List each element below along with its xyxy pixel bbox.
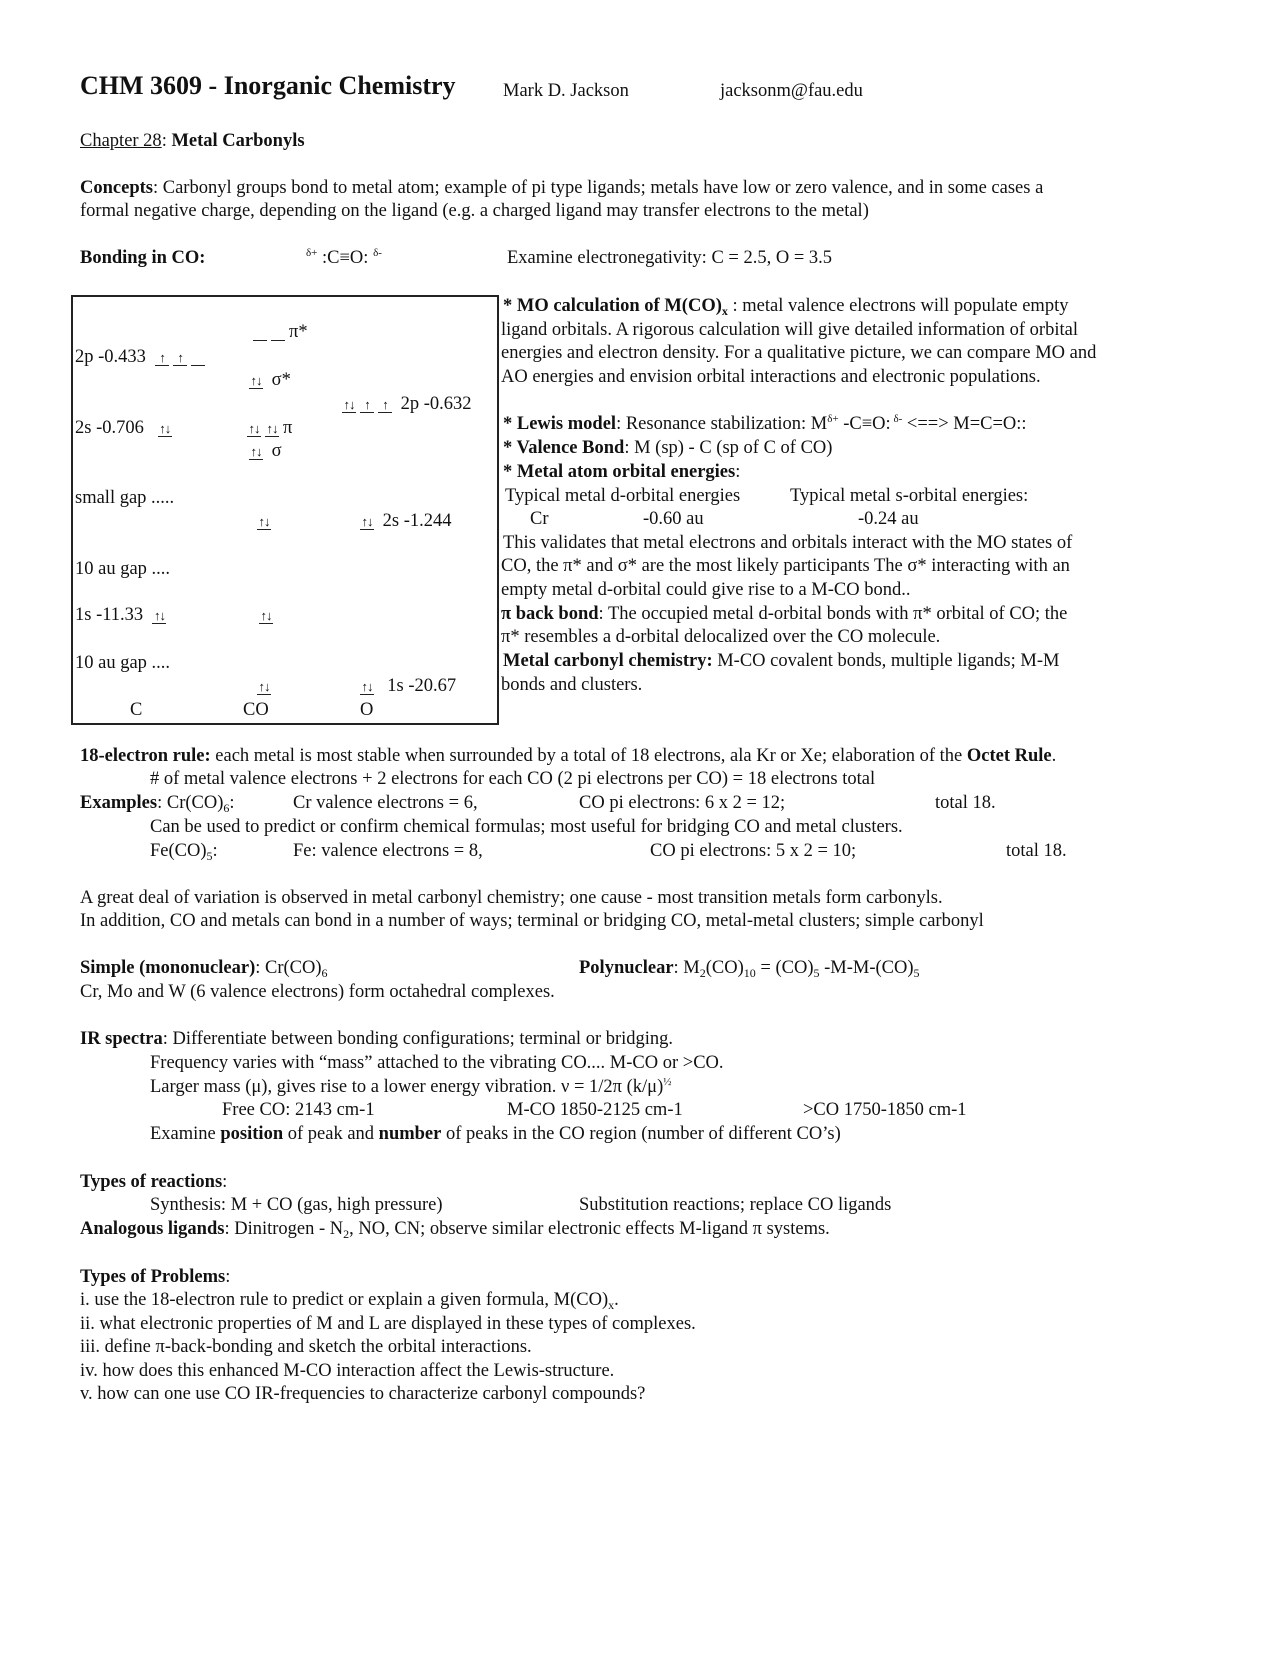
orbital: ↑↓	[248, 421, 260, 436]
pi-star-label: π*	[289, 322, 308, 342]
t: :	[735, 462, 741, 482]
orbital: ↑↓	[258, 679, 270, 694]
t: each metal is most stable when surrounded by a total of 18 electrons, ala Kr or Xe; elaboration of the	[210, 746, 967, 766]
t: 2	[699, 966, 706, 980]
o-2s-level	[360, 510, 452, 532]
sep: :	[161, 131, 172, 151]
problem-item: ii. what electronic properties of M and L are displayed in these types of complexes.	[80, 1314, 696, 1334]
fe-formula	[150, 840, 218, 862]
orbital: ↑↓	[361, 514, 373, 529]
validates-line-2: CO, the π* and σ* are the most likely participants The σ* interacting with an	[501, 556, 1070, 576]
rule18-use: Can be used to predict or confirm chemical formulas; most useful for bridging CO and metal clusters.	[150, 817, 903, 837]
orbital: ↑↓	[361, 679, 373, 694]
t: δ-	[890, 413, 903, 425]
chapter-label: Chapter 28	[80, 131, 162, 151]
sigma-label: σ	[271, 441, 282, 461]
t: .	[1051, 746, 1057, 766]
orbital: ↑↓	[343, 397, 355, 412]
t: : Differentiate between bonding configurations; terminal or bridging.	[162, 1029, 674, 1049]
o-2p-level	[342, 393, 472, 415]
c-2s-label: 2s -0.706	[75, 418, 144, 438]
rule18-label: 18-electron rule:	[80, 746, 211, 766]
t: Examples	[80, 793, 158, 813]
mo-calc-text: : metal valence electrons will populate empty	[727, 296, 1069, 316]
problem-item: v. how can one use CO IR-frequencies to characterize carbonyl compounds?	[80, 1384, 646, 1404]
cr-label: Cr	[530, 509, 549, 529]
free-co: Free CO: 2143 cm-1	[222, 1100, 375, 1120]
mae-label: * Metal atom orbital energies	[503, 462, 736, 482]
t: 6	[321, 966, 328, 980]
t: ½	[663, 1076, 672, 1088]
m-co-range: M-CO 1850-2125 cm-1	[507, 1100, 683, 1120]
t: Examine	[150, 1124, 221, 1144]
o-1s-label: 1s -20.67	[387, 676, 457, 696]
c-2p-label: 2p -0.433	[75, 347, 146, 367]
metal-orbital-energies-line	[503, 461, 740, 483]
small-gap: small gap .....	[75, 488, 175, 508]
t: :	[212, 841, 218, 861]
t: 5	[913, 966, 920, 980]
author-email: jacksonm@fau.edu	[720, 81, 863, 101]
t: 10	[743, 966, 756, 980]
co-formula: :C≡O:	[317, 248, 374, 268]
column-o: O	[360, 700, 374, 720]
mo-calc-line-3: energies and electron density. For a qualitative picture, we can compare MO and	[501, 343, 1097, 363]
problem-item: iii. define π-back-bonding and sketch the orbital interactions.	[80, 1337, 532, 1357]
chapter-heading	[80, 130, 305, 152]
t: :	[225, 1267, 231, 1287]
orbital: ↑↓	[250, 373, 262, 388]
t: <==> M=C=O::	[902, 414, 1027, 434]
t: Analogous ligands	[80, 1219, 225, 1239]
orbital: ↑↓	[250, 444, 262, 459]
delta-minus: δ-	[373, 247, 382, 259]
cr-d-energy: -0.60 au	[643, 509, 704, 529]
ir-line-2: Frequency varies with “mass” attached to the vibrating CO.... M-CO or >CO.	[150, 1053, 724, 1073]
delta-plus: δ+	[306, 247, 318, 259]
sub-x: x	[721, 304, 728, 318]
fe-valence: Fe: valence electrons = 8,	[293, 841, 483, 861]
reactions-heading	[80, 1171, 227, 1193]
mo-calc-label: * MO calculation of M(CO)	[503, 296, 722, 316]
mcc-label: Metal carbonyl chemistry:	[503, 651, 713, 671]
validates-line-3: empty metal d-orbital could give rise to a M-CO bond..	[501, 580, 911, 600]
orbital	[253, 326, 267, 341]
c-2p-level	[75, 346, 209, 368]
t: Polynuclear	[579, 958, 674, 978]
c-1s-level	[75, 604, 170, 626]
synthesis: Synthesis: M + CO (gas, high pressure)	[150, 1195, 443, 1215]
ir-line-3	[150, 1076, 672, 1098]
t: : M	[673, 958, 700, 978]
document-header	[80, 71, 456, 100]
bonding-label	[80, 247, 205, 269]
t: Types of Problems	[80, 1267, 226, 1287]
t: = (CO)	[755, 958, 814, 978]
electronegativity: Examine electronegativity: C = 2.5, O = 3.5	[507, 248, 833, 268]
t: : M (sp) - C (sp of C of CO)	[624, 438, 833, 458]
t: : Resonance stabilization: M	[616, 414, 828, 434]
o-1s-level	[360, 675, 456, 697]
orbital	[191, 351, 205, 366]
t: IR spectra	[80, 1029, 163, 1049]
vb-label: * Valence Bond	[503, 438, 625, 458]
t: (CO)	[705, 958, 744, 978]
chapter-title: Metal Carbonyls	[171, 131, 305, 151]
c-2s-level	[75, 417, 176, 439]
t: Types of reactions	[80, 1172, 223, 1192]
problem-item: iv. how does this enhanced M-CO interaction affect the Lewis-structure.	[80, 1361, 615, 1381]
orbital: ↑↓	[260, 608, 272, 623]
concepts-line-2: formal negative charge, depending on the ligand (e.g. a charged ligand may transfer electrons to the metal)	[80, 201, 869, 221]
gap-10au-2: 10 au gap ....	[75, 653, 171, 673]
carbonyl-chem-line	[503, 650, 1059, 672]
t: : Cr(CO)	[255, 958, 322, 978]
t: :	[222, 1172, 228, 1192]
co-2s-level	[257, 510, 275, 532]
t: i. use the 18-electron rule to predict or explain a given formula, M(CO)	[80, 1290, 609, 1310]
back-bond-line-2: π* resembles a d-orbital delocalized over the CO molecule.	[501, 627, 941, 647]
fe-pi: CO pi electrons: 5 x 2 = 10;	[650, 841, 857, 861]
t: number	[378, 1124, 442, 1144]
substitution: Substitution reactions; replace CO ligands	[579, 1195, 892, 1215]
mo-calc-line-2: ligand orbitals. A rigorous calculation will give detailed information of orbital	[501, 320, 1078, 340]
bridging-co-range: >CO 1750-1850 cm-1	[803, 1100, 967, 1120]
t: Fe(CO)	[150, 841, 207, 861]
orbital: ↑↓	[266, 421, 278, 436]
cr-total: total 18.	[935, 793, 996, 813]
course-title: CHM 3609 - Inorganic Chemistry	[80, 71, 456, 100]
co-1s-upper	[259, 604, 277, 626]
author-name: Mark D. Jackson	[503, 81, 629, 101]
ir-line-5	[150, 1123, 841, 1145]
cr-s-energy: -0.24 au	[858, 509, 919, 529]
orbital: ↑↓	[159, 421, 171, 436]
examples-label	[80, 792, 235, 814]
fe-total: total 18.	[1006, 841, 1067, 861]
t: 2	[343, 1227, 350, 1241]
concepts-line-1	[80, 177, 1043, 199]
t: : The occupied metal d-orbital bonds with π* orbital of CO; the	[598, 604, 1068, 624]
t: 5	[206, 849, 213, 863]
t: .	[614, 1290, 619, 1310]
t: M-CO covalent bonds, multiple ligands; M-M	[712, 651, 1060, 671]
back-bond-line	[501, 603, 1067, 625]
variation-line-1: A great deal of variation is observed in metal carbonyl chemistry; one cause - most transition metals form carbonyls.	[80, 888, 943, 908]
o-2s-label: 2s -1.244	[382, 511, 452, 531]
orbital: ↑	[360, 398, 374, 413]
t: :	[229, 793, 235, 813]
column-c: C	[130, 700, 143, 720]
orbital	[271, 326, 285, 341]
pi-level	[247, 417, 292, 439]
column-co: CO	[243, 700, 269, 720]
orbital: ↑	[378, 398, 392, 413]
concepts-label: Concepts	[80, 178, 153, 198]
t: Simple (mononuclear)	[80, 958, 256, 978]
sigma-star-level	[249, 369, 291, 391]
t: Larger mass (μ), gives rise to a lower energy vibration. ν = 1/2π (k/μ)	[150, 1077, 664, 1097]
orbital: ↑↓	[153, 608, 165, 623]
orbital: ↑↓	[258, 514, 270, 529]
bonding-label-text: Bonding in CO:	[80, 248, 206, 268]
rule18-line	[80, 745, 1056, 767]
concepts-text: : Carbonyl groups bond to metal atom; example of pi type ligands; metals have low or zero valence, and in some cases a	[152, 178, 1044, 198]
cr-valence: Cr valence electrons = 6,	[293, 793, 478, 813]
sigma-star-label: σ*	[271, 370, 291, 390]
variation-line-2: In addition, CO and metals can bond in a number of ways; terminal or bridging CO, metal-metal clusters; simple carbonyl	[80, 911, 984, 931]
typical-d: Typical metal d-orbital energies	[505, 486, 741, 506]
t: -M-M-(CO)	[819, 958, 914, 978]
t: : Cr(CO)	[157, 793, 224, 813]
validates-line-1: This validates that metal electrons and orbitals interact with the MO states of	[503, 533, 1073, 553]
t: , NO, CN; observe similar electronic effects M-ligand π systems.	[349, 1219, 830, 1239]
t: x	[608, 1298, 615, 1312]
t: 5	[813, 966, 820, 980]
back-bond-label: π back bond	[501, 604, 599, 624]
ir-line	[80, 1028, 673, 1050]
o-2p-label: 2p -0.632	[400, 394, 472, 414]
problem-item	[80, 1289, 619, 1311]
t: 6	[223, 801, 230, 815]
typical-s: Typical metal s-orbital energies:	[790, 486, 1029, 506]
gap-10au-1: 10 au gap ....	[75, 559, 171, 579]
sigma-level	[249, 440, 282, 462]
t: of peak and	[283, 1124, 379, 1144]
lewis-label: * Lewis model	[503, 414, 617, 434]
problems-heading	[80, 1266, 230, 1288]
co-structure	[306, 247, 382, 269]
c-1s-label: 1s -11.33	[75, 605, 144, 625]
orbital: ↑	[173, 351, 187, 366]
pi-label: π	[283, 418, 293, 438]
lewis-model-line	[503, 413, 1027, 435]
valence-bond-line	[503, 437, 832, 459]
polynuclear-line	[579, 957, 920, 979]
mo-calc-line	[503, 295, 1068, 317]
mo-calc-line-4: AO energies and envision orbital interactions and electronic populations.	[501, 367, 1041, 387]
analogous-ligands	[80, 1218, 830, 1240]
octet-rule: Octet Rule	[966, 746, 1052, 766]
t: position	[220, 1124, 284, 1144]
t: : Dinitrogen - N	[224, 1219, 344, 1239]
t: δ+	[827, 413, 839, 425]
t: -C≡O:	[838, 414, 891, 434]
simple-line	[80, 957, 328, 979]
simple-line-2: Cr, Mo and W (6 valence electrons) form octahedral complexes.	[80, 982, 555, 1002]
orbital: ↑	[155, 351, 169, 366]
pi-star-level	[253, 321, 308, 343]
t: of peaks in the CO region (number of different CO’s)	[441, 1124, 841, 1144]
cr-pi: CO pi electrons: 6 x 2 = 12;	[579, 793, 786, 813]
co-1s-lower	[257, 675, 275, 697]
rule18-formula: # of metal valence electrons + 2 electrons for each CO (2 pi electrons per CO) = 18 electrons total	[150, 769, 876, 789]
carbonyl-chem-line-2: bonds and clusters.	[501, 675, 643, 695]
